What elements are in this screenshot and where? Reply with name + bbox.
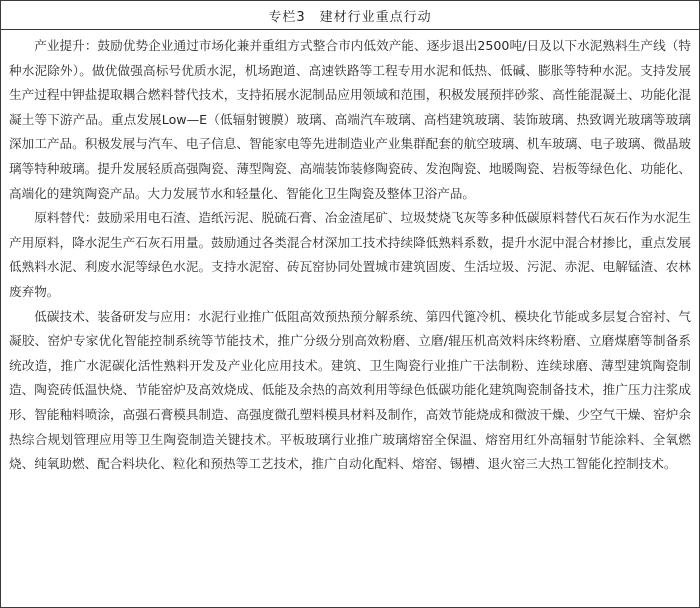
box-title: 建材行业重点行动 xyxy=(319,9,432,25)
paragraph-industry-upgrade: 产业提升：鼓励优势企业通过市场化兼并重组方式整合市内低效产能、逐步退出2500吨/日及以下水泥熟料生产线（特种水泥除外）。做优做强高标号优质水泥，机场跑道、高速铁路等工程专用水泥和低热、低碱、膨胀等特种水泥。支持发展生产过程中钾盐提取耦合燃料替代技术，支持拓展水泥制品应用领域和范围，积极发展预拌砂浆、高性能混凝土、功能化混凝土等下游产品。重点发展Low—E（低辐射镀膜）玻璃、高端汽车玻璃、高档建筑玻璃、装饰玻璃、热致调光玻璃等玻璃深加工产品。积极发展与汽车、电子信息、智能家电等先进制造业产业集群配套的航空玻璃、机车玻璃、电子玻璃、微晶玻璃等特种玻璃。提升发展轻质高强陶瓷、薄型陶瓷、高端装饰装修陶瓷砖、发泡陶瓷、地暖陶瓷、岩板等绿色化、功能化、高端化的建筑陶瓷产品。大力发展节水和轻量化、智能化卫生陶瓷及整体卫浴产品。 xyxy=(9,38,691,201)
box-header xyxy=(1,1,699,30)
paragraph-raw-material-substitution: 原料替代：鼓励采用电石渣、造纸污泥、脱硫石膏、冶金渣尾矿、垃圾焚烧飞灰等多种低碳原料替代石灰石作为水泥生产用原料，降水泥生产石灰石用量。鼓励通过各类混合材深加工技术持续降低熟料系数，提升水泥中混合材掺比，重点发展低熟料水泥、利废水泥等绿色水泥。支持水泥窑、砖瓦窑协同处置城市建筑固废、生活垃圾、污泥、赤泥、电解锰渣、农林废弃物。 xyxy=(9,210,691,299)
box-label: 专栏3 xyxy=(268,9,306,25)
box-content xyxy=(1,30,699,477)
paragraph-low-carbon-technology: 低碳技术、装备研发与应用：水泥行业推广低阻高效预热预分解系统、第四代篦冷机、模块化节能或多层复合窑衬、气凝胶、窑炉专家优化智能控制系统等节能技术，推广分级分别高效粉磨、立磨/辊压机高效料床终粉磨、立磨煤磨等制备系统改造，推广水泥碳化活性熟料开发及产业化应用技术。建筑、卫生陶瓷行业推广干法制粉、连续球磨、薄型建筑陶瓷制造、陶瓷砖低温快烧、节能窑炉及高效烧成、低能及余热的高效利用等绿色低碳功能化建筑陶瓷制备技术，推广压力注浆成形、智能釉料喷涂，高强石膏模具制造、高强度微孔塑料模具材料及制作，高效节能烧成和微波干燥、少空气干燥、窑炉余热综合规划管理应用等卫生陶瓷制造关键技术。平板玻璃行业推广玻璃熔窑全保温、熔窑用红外高辐射节能涂料、全氧燃烧、纯氧助燃、配合料块化、粒化和预热等工艺技术，推广自动化配料、熔窑、锡槽、退火窑三大热工智能化控制技术。 xyxy=(9,308,691,472)
